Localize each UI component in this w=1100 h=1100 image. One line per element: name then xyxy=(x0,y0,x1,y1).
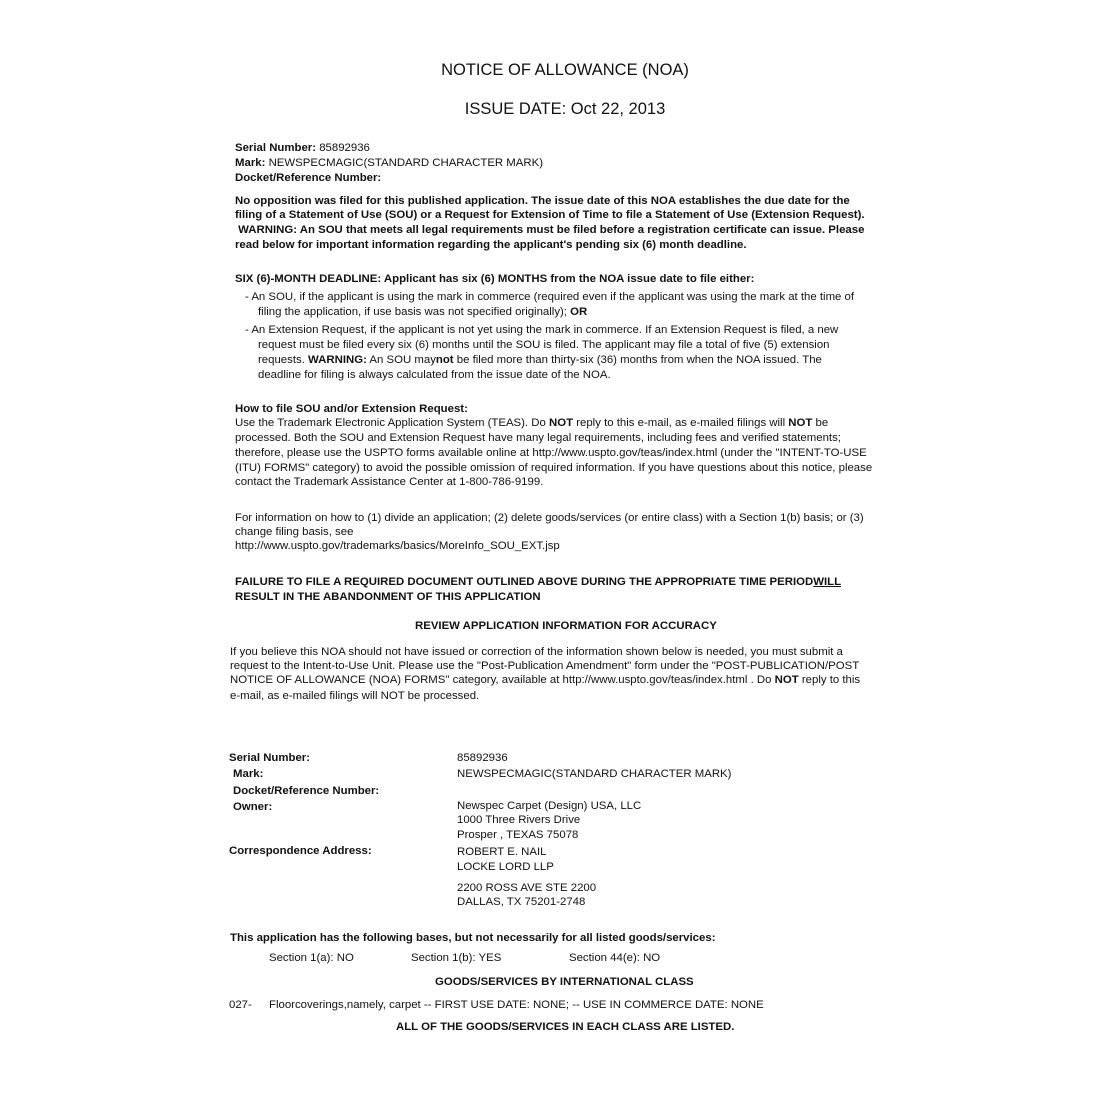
owner-line-3: Prosper , TEXAS 75078 xyxy=(457,829,579,841)
deadline-item-ext-line-3 xyxy=(258,353,822,368)
howto-line-3: therefore, please use the USPTO forms available online at http://www.uspto.gov/teas/index.html (under the "INTENT-TO-USE xyxy=(235,447,867,459)
corr-address-line-2: DALLAS, TX 75201-2748 xyxy=(457,896,586,908)
goods-class-number: 027- xyxy=(229,999,252,1011)
howto-line-4: (ITU) FORMS" category) to avoid the possible omission of required information. If you have questions about this notice, please xyxy=(235,462,873,474)
howto-not-2: NOT xyxy=(788,417,813,429)
deadline-item-ext-line-2: request must be filed every six (6) months until the SOU is filed. The applicant may file a total of five (5) extension xyxy=(258,339,830,351)
details-docket-label: Docket/Reference Number: xyxy=(233,785,380,797)
notice-title: NOTICE OF ALLOWANCE (NOA) xyxy=(441,61,689,79)
deadline-item-sou-line-1: - An SOU, if the applicant is using the mark in commerce (required even if the applicant was using the mark at the time of xyxy=(245,291,855,303)
review-line-4: e-mail, as e-mailed filings will NOT be processed. xyxy=(230,690,480,702)
deadline-item-sou-text: filing the application, if use basis was not specified originally); xyxy=(258,306,567,318)
serial-number-label: Serial Number: xyxy=(235,142,317,154)
details-correspondence-label: Correspondence Address: xyxy=(229,845,372,857)
deadline-item-ext-line-4: deadline for filing is always calculated from the issue date of the NOA. xyxy=(258,369,611,381)
deadline-item-sou-line-2 xyxy=(258,305,587,320)
serial-number-value: 85892936 xyxy=(319,142,370,154)
details-mark-value: NEWSPECMAGIC(STANDARD CHARACTER MARK) xyxy=(457,768,732,780)
mark-label: Mark: xyxy=(235,157,266,169)
review-text-a: NOTICE OF ALLOWANCE (NOA) FORMS" category, available at http://www.uspto.gov/teas/index.html . Do xyxy=(230,674,772,686)
details-owner-label: Owner: xyxy=(233,801,273,813)
howto-line-5: contact the Trademark Assistance Center at 1-800-786-9199. xyxy=(235,476,544,488)
goods-description: Floorcoverings,namely, carpet -- FIRST USE DATE: NONE; -- USE IN COMMERCE DATE: NONE xyxy=(269,999,764,1011)
mark-value: NEWSPECMAGIC(STANDARD CHARACTER MARK) xyxy=(268,157,544,169)
intro-line-2: filing of a Statement of Use (SOU) or a Request for Extension of Time to file a Statement of Use (Extension Request). xyxy=(235,209,865,221)
details-serial-label: Serial Number: xyxy=(229,752,311,764)
ext-text-c: be filed more than thirty-six (36) months from when the NOA issued. The xyxy=(456,354,822,366)
ext-not: not xyxy=(435,354,454,366)
serial-number-line xyxy=(235,141,370,156)
review-not: NOT xyxy=(774,674,799,686)
howto-heading: How to file SOU and/or Extension Request: xyxy=(235,403,468,415)
ext-text-b: An SOU may xyxy=(369,354,436,366)
intro-line-4: read below for important information regarding the applicant's pending six (6) month deadline. xyxy=(235,239,747,251)
goods-heading: GOODS/SERVICES BY INTERNATIONAL CLASS xyxy=(435,976,694,988)
details-mark-label: Mark: xyxy=(233,768,264,780)
ext-text-a: requests. xyxy=(258,354,305,366)
howto-text-b: reply to this e-mail, as e-mailed filings will xyxy=(576,417,786,429)
review-text-b: reply to this xyxy=(801,674,861,686)
deadline-item-ext-line-1: - An Extension Request, if the applicant is not yet using the mark in commerce. If an Extension Request is filed, a new xyxy=(245,324,839,336)
owner-line-1: Newspec Carpet (Design) USA, LLC xyxy=(457,800,642,812)
basis-44e: Section 44(e): NO xyxy=(569,952,661,964)
info-line-2: change filing basis, see xyxy=(235,526,354,538)
howto-line-1 xyxy=(235,416,828,431)
ext-warning: WARNING: xyxy=(308,354,367,366)
review-line-1: If you believe this NOA should not have issued or correction of the information shown below is needed, you must submit a xyxy=(230,646,843,658)
review-heading: REVIEW APPLICATION INFORMATION FOR ACCURACY xyxy=(415,620,717,632)
deadline-or: OR xyxy=(570,306,588,318)
howto-text-c: be xyxy=(815,417,829,429)
howto-line-2: processed. Both the SOU and Extension Request have many legal requirements, including fees and verified statements; xyxy=(235,432,841,444)
failure-text: FAILURE TO FILE A REQUIRED DOCUMENT OUTLINED ABOVE DURING THE APPROPRIATE TIME PERIOD xyxy=(235,576,814,588)
howto-not-1: NOT xyxy=(549,417,574,429)
issue-date: ISSUE DATE: Oct 22, 2013 xyxy=(464,100,666,118)
owner-line-2: 1000 Three Rivers Drive xyxy=(457,814,581,826)
docket-label: Docket/Reference Number: xyxy=(235,172,382,184)
corr-line-1: ROBERT E. NAIL xyxy=(457,846,547,858)
details-serial-value: 85892936 xyxy=(457,752,508,764)
intro-line-1: No opposition was filed for this published application. The issue date of this NOA establishes the due date for the xyxy=(235,195,850,207)
howto-text-a: Use the Trademark Electronic Application System (TEAS). Do xyxy=(235,417,546,429)
info-line-1: For information on how to (1) divide an application; (2) delete goods/services (or entire class) with a Section 1(b) basis; or (3) xyxy=(235,512,864,524)
failure-will: WILL xyxy=(813,576,842,588)
info-link[interactable]: http://www.uspto.gov/trademarks/basics/MoreInfo_SOU_EXT.jsp xyxy=(235,540,560,552)
deadline-heading: SIX (6)-MONTH DEADLINE: Applicant has six (6) MONTHS from the NOA issue date to file either: xyxy=(235,273,755,285)
corr-line-2: LOCKE LORD LLP xyxy=(457,861,554,873)
basis-1b: Section 1(b): YES xyxy=(411,952,502,964)
failure-line-1 xyxy=(235,575,841,590)
review-line-2: request to the Intent-to-Use Unit. Please use the "Post-Publication Amendment" form under the "POST-PUBLICATION/POST xyxy=(230,660,860,672)
goods-footer: ALL OF THE GOODS/SERVICES IN EACH CLASS ARE LISTED. xyxy=(396,1021,735,1033)
bases-heading: This application has the following bases, but not necessarily for all listed goods/services: xyxy=(230,932,716,944)
mark-line xyxy=(235,156,543,171)
corr-address-line-1: 2200 ROSS AVE STE 2200 xyxy=(457,882,597,894)
basis-1a: Section 1(a): NO xyxy=(269,952,354,964)
failure-line-2: RESULT IN THE ABANDONMENT OF THIS APPLICATION xyxy=(235,591,541,603)
intro-line-3: WARNING: An SOU that meets all legal requirements must be filed before a registration certificate can issue. Please xyxy=(235,224,865,236)
review-line-3 xyxy=(230,673,860,688)
